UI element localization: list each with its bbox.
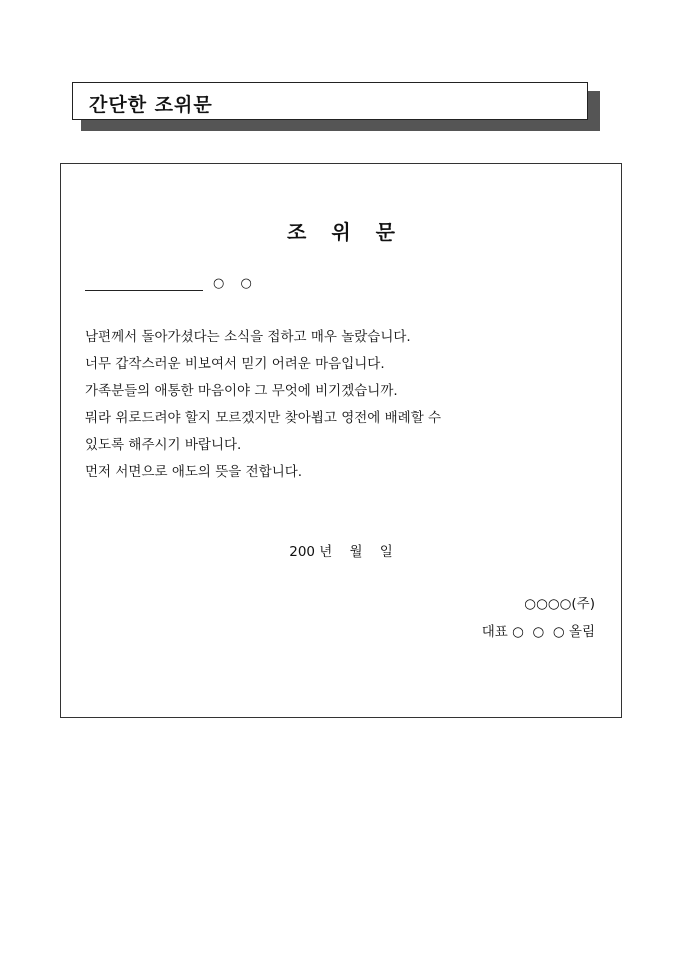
recipient-line (85, 272, 258, 292)
body-line: 너무 갑작스러운 비보여서 믿기 어려운 마음입니다. (85, 356, 385, 372)
company-name: ○○○○(주) (524, 596, 595, 612)
document-title: 간단한 조위문 (89, 94, 213, 116)
letter-body (85, 324, 441, 486)
body-line: 남편께서 돌아가셨다는 소식을 접하고 매우 놀랐습니다. (85, 329, 411, 345)
recipient-blank (85, 274, 203, 291)
body-line: 가족분들의 애통한 마음이야 그 무엇에 비기겠습니까. (85, 383, 398, 399)
date-line: 200 년 월 일 (289, 544, 393, 560)
letter-frame (60, 163, 622, 718)
body-line: 있도록 해주시기 바랍니다. (85, 437, 242, 453)
sender-signature: 대표 ○ ○ ○ 올림 (481, 624, 595, 640)
letter-heading: 조 위 문 (287, 220, 395, 244)
title-box (72, 82, 588, 120)
body-line: 먼저 서면으로 애도의 뜻을 전합니다. (85, 464, 303, 480)
body-line: 뭐라 위로드려야 할지 모르겠지만 찾아뵙고 영전에 배례할 수 (85, 410, 442, 426)
recipient-suffix: ○ ○ (213, 276, 258, 291)
